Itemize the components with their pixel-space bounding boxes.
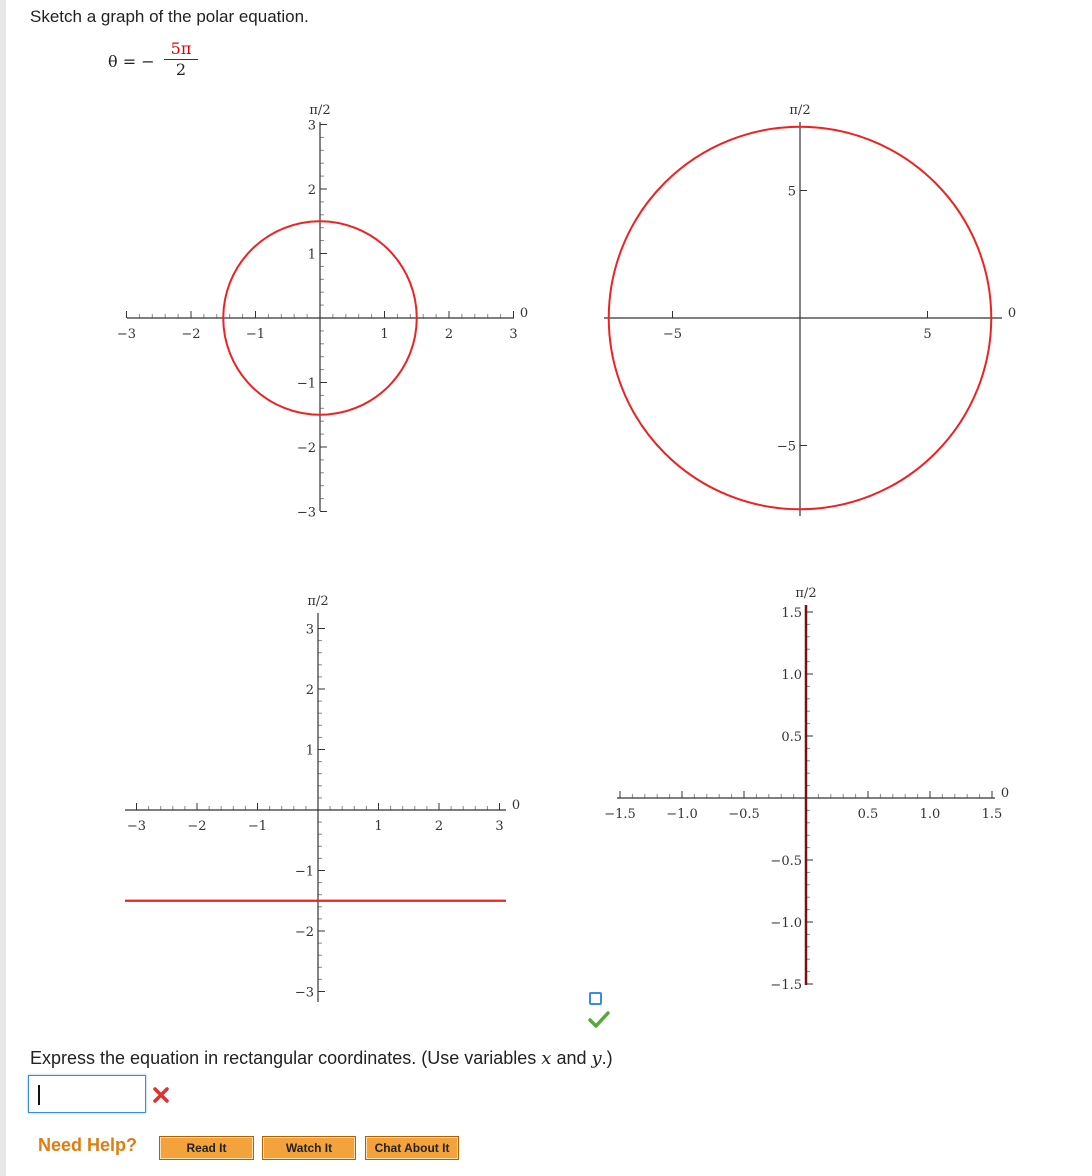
fraction-denominator: 2 [175, 60, 187, 79]
graph-options [0, 80, 1092, 1010]
read-it-button[interactable]: Read It [159, 1136, 254, 1160]
y-tick-label: 1.5 [781, 606, 802, 621]
incorrect-x-icon [152, 1086, 170, 1104]
y-tick-label: 0.5 [781, 730, 802, 745]
q2-prefix: Express the equation in rectangular coordinates. (Use variables [30, 1048, 542, 1068]
watch-it-button[interactable]: Watch It [262, 1136, 356, 1160]
x-tick-label: 3 [509, 327, 518, 342]
equation-fraction [164, 40, 198, 79]
x-tick-label: 1 [380, 327, 389, 342]
question-prompt: Sketch a graph of the polar equation. [30, 7, 309, 26]
x-tick-label: −1.5 [604, 807, 636, 822]
x-tick-label: −2 [187, 819, 207, 834]
y-tick-label: −3 [296, 505, 316, 521]
x-tick-label: 3 [495, 819, 504, 834]
y-tick-label: −1.0 [770, 916, 802, 931]
x-tick-label: −5 [662, 327, 683, 342]
x-tick-label: 1.5 [981, 807, 1003, 822]
axis-label-pi-over-2: π/2 [307, 594, 329, 609]
y-tick-label: 3 [307, 118, 316, 134]
axis-label-zero: 0 [519, 306, 529, 321]
x-tick-label: −3 [116, 327, 137, 342]
y-tick-label: 1 [305, 743, 314, 759]
y-tick-label: 3 [305, 622, 314, 638]
axis-label-zero: 0 [511, 798, 521, 813]
y-tick-label: −1 [296, 376, 316, 392]
need-help-label: Need Help? [38, 1135, 138, 1155]
axis-label-pi-over-2: π/2 [789, 103, 811, 118]
y-tick-label: 2 [307, 183, 316, 198]
y-tick-label: 1 [307, 247, 316, 263]
q2-suffix: .) [601, 1048, 613, 1068]
chat-about-it-button[interactable]: Chat About It [365, 1136, 459, 1160]
fraction-numerator: 5π [170, 39, 192, 58]
x-tick-label: 0.5 [857, 807, 879, 822]
graph-line-y-neg-1.5 [125, 594, 520, 1002]
x-tick-label: −1 [247, 819, 268, 834]
correct-check-icon [588, 1010, 610, 1028]
y-tick-label: −2 [296, 441, 316, 456]
question2-prompt [30, 1048, 613, 1069]
x-tick-label: 5 [923, 327, 932, 342]
text-caret [38, 1085, 40, 1105]
y-tick-label: 5 [787, 184, 796, 200]
x-tick-label: 2 [444, 327, 454, 342]
answer-input[interactable] [28, 1075, 146, 1113]
x-tick-label: −2 [181, 327, 201, 342]
q2-var-x: x [541, 1048, 552, 1069]
graph-circle-radius-1.5 [117, 103, 528, 521]
graph-circle-radius-7.5 [604, 103, 1016, 516]
graph-select-radio[interactable] [589, 992, 602, 1005]
y-tick-label: 1.0 [781, 668, 802, 683]
x-tick-label: 2 [434, 819, 444, 834]
equation-lhs: θ = − [108, 52, 155, 71]
graph-vertical-axis-line [604, 586, 1009, 993]
x-tick-label: −3 [126, 819, 147, 834]
y-tick-label: −2 [294, 925, 314, 940]
axis-label-zero: 0 [1000, 786, 1010, 801]
axis-label-zero: 0 [1007, 306, 1017, 321]
x-tick-label: −1 [245, 327, 266, 342]
y-tick-label: −0.5 [770, 854, 802, 869]
y-tick-label: 2 [305, 683, 314, 698]
axis-label-pi-over-2: π/2 [309, 103, 331, 118]
x-tick-label: −0.5 [728, 807, 760, 822]
y-tick-label: −3 [294, 985, 314, 1001]
y-tick-label: −5 [776, 439, 796, 455]
y-tick-label: −1 [294, 864, 314, 880]
axis-label-pi-over-2: π/2 [795, 586, 817, 601]
x-tick-label: −1.0 [666, 807, 698, 822]
x-tick-label: 1 [374, 819, 383, 834]
x-tick-label: 1.0 [919, 807, 941, 822]
q2-and: and [551, 1048, 592, 1068]
q2-var-y: y [591, 1048, 602, 1069]
y-tick-label: −1.5 [770, 978, 802, 993]
